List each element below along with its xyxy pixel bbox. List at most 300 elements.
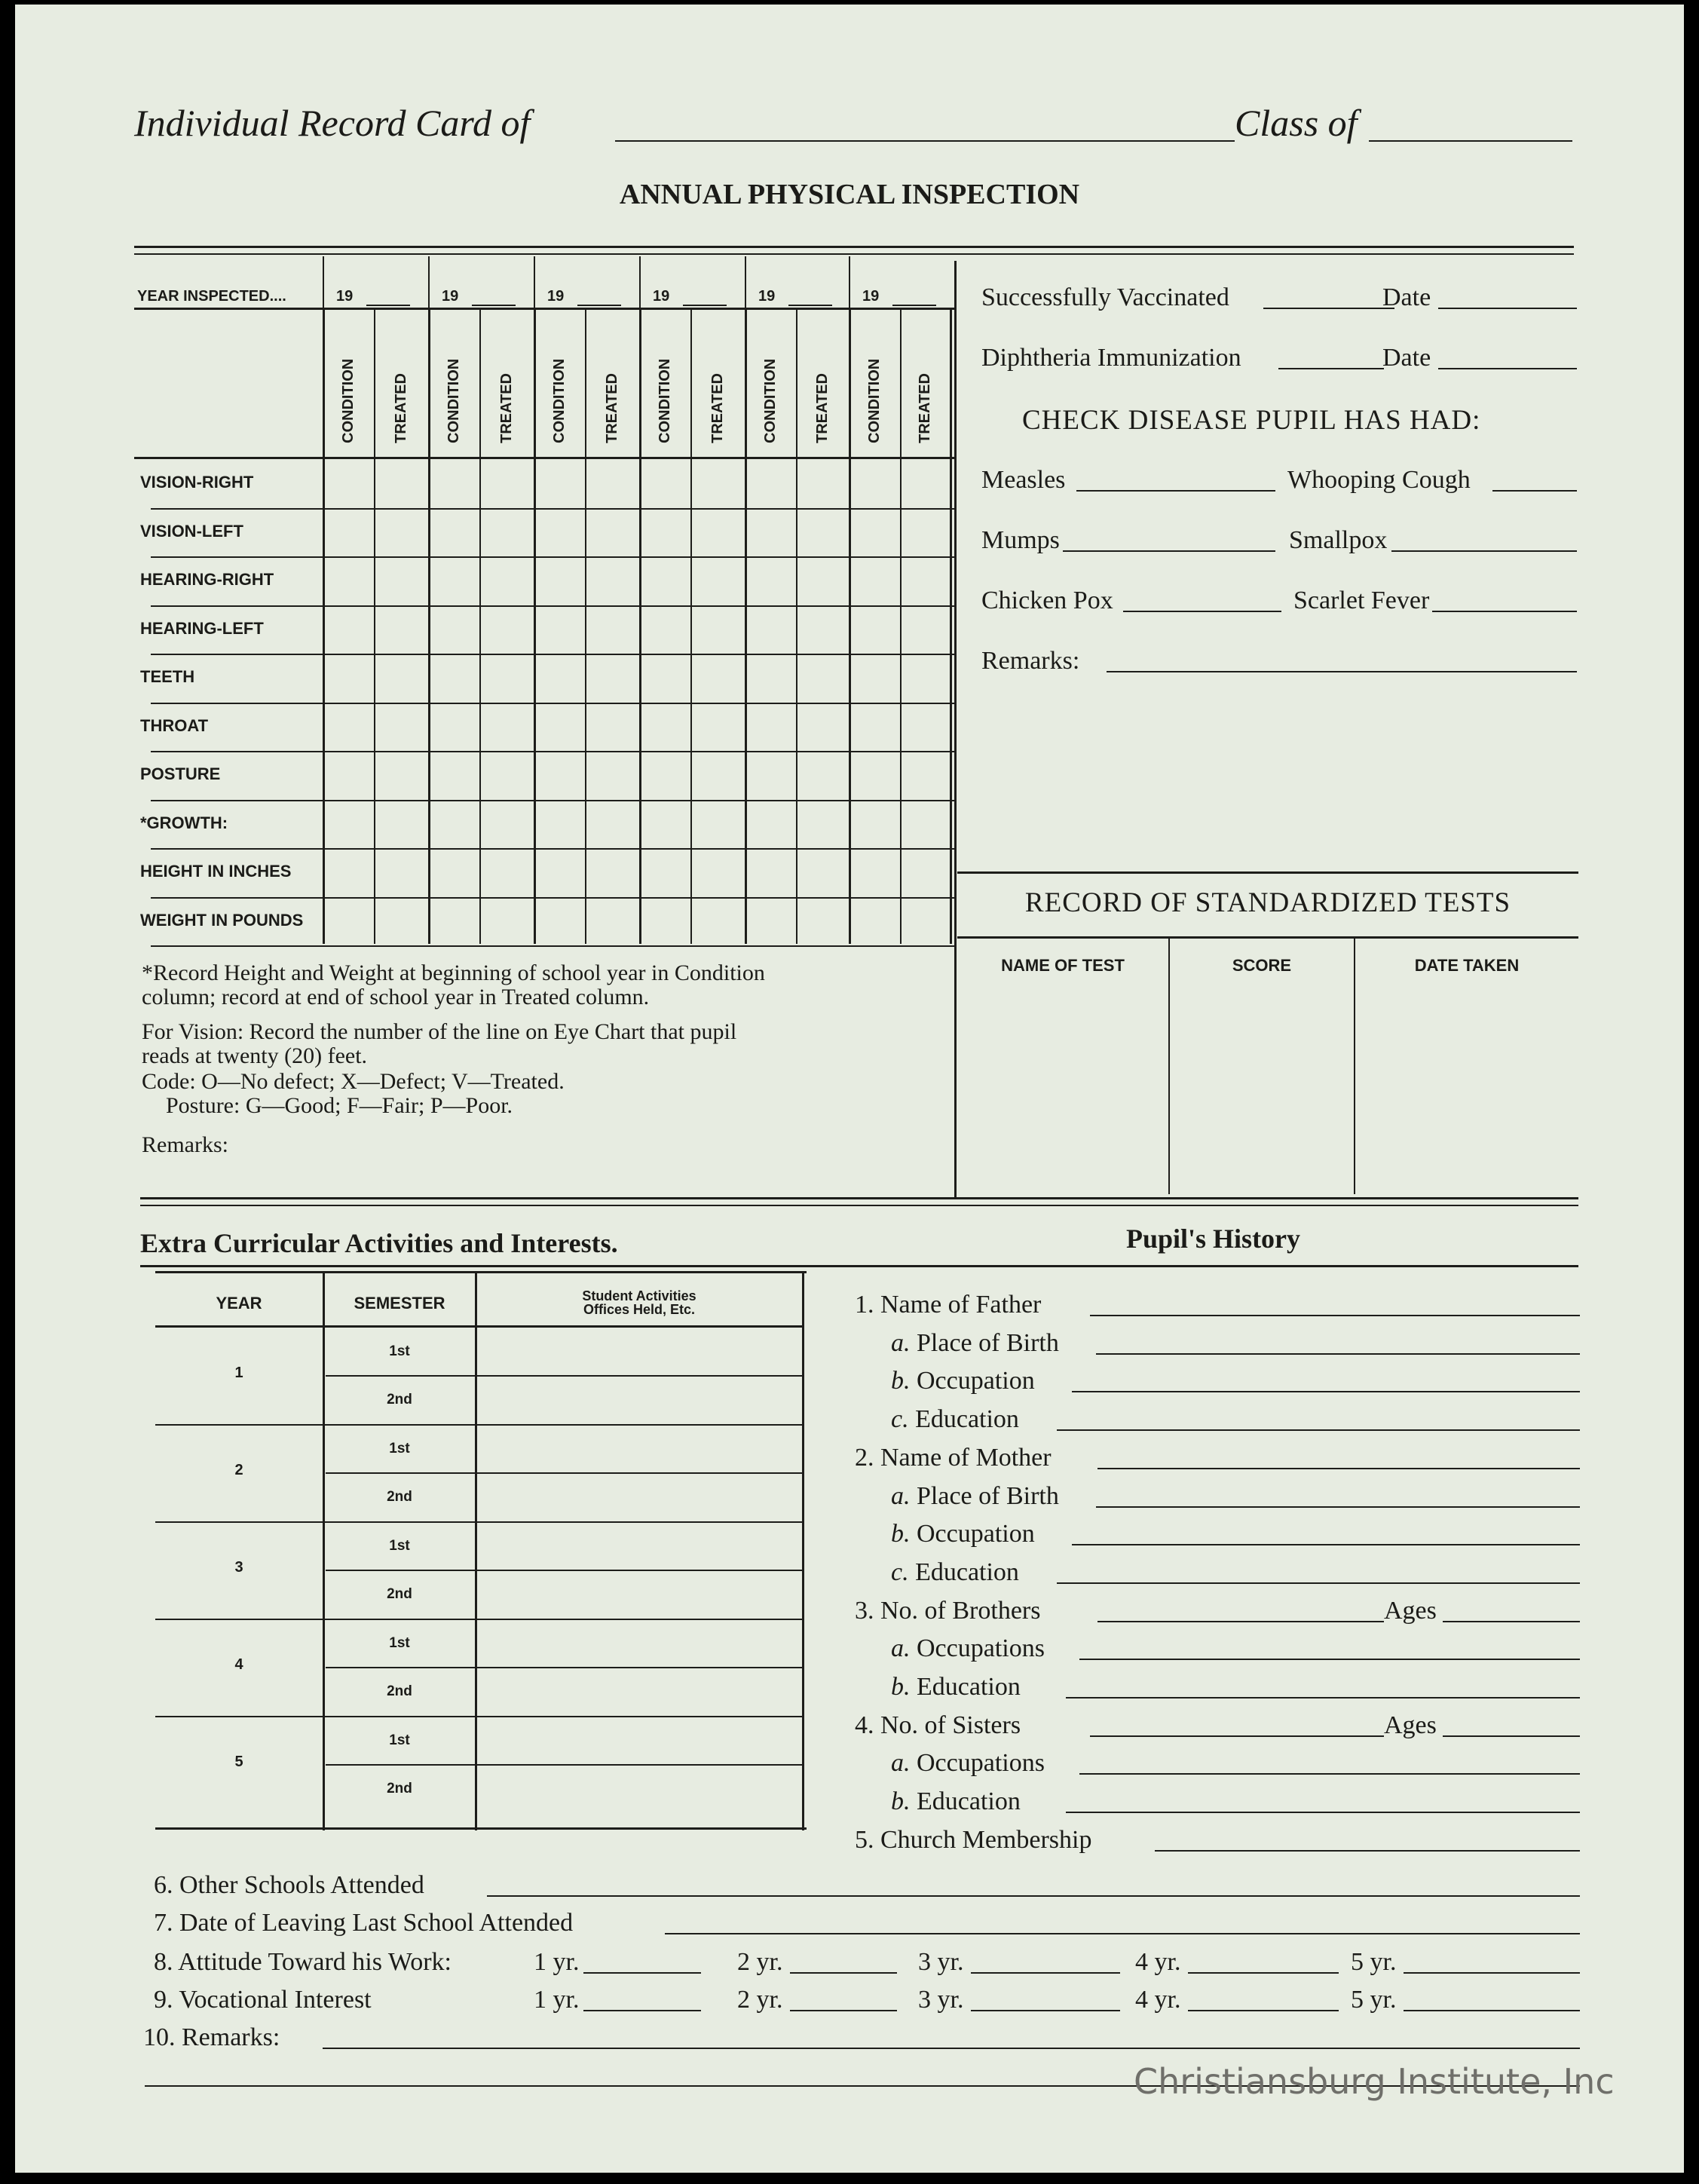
inspection-cell[interactable]	[587, 801, 638, 847]
vaccinated-date-field[interactable]	[1438, 308, 1577, 309]
inspection-cell[interactable]	[693, 607, 744, 653]
attitude-yr1-label: 1 yr.	[534, 1948, 580, 1976]
attitude-label: 8. Attitude Toward his Work:	[154, 1948, 452, 1976]
father-education-field[interactable]	[1057, 1429, 1580, 1431]
mumps-field[interactable]	[1063, 550, 1275, 552]
name-field[interactable]	[615, 140, 1235, 142]
father-birthplace-label: a. Place of Birth	[891, 1329, 1059, 1357]
note-line: column; record at end of school year in Treated column.	[142, 985, 650, 1009]
inspection-cell[interactable]	[798, 704, 848, 750]
vocational-yr3-label: 3 yr.	[918, 1986, 964, 2014]
inspection-cell[interactable]	[693, 510, 744, 556]
semester-rule	[326, 1375, 802, 1377]
inspection-cell[interactable]	[902, 461, 949, 507]
note-line: reads at twenty (20) feet.	[142, 1043, 368, 1068]
inspection-cell[interactable]	[430, 752, 479, 798]
inspection-cell[interactable]	[430, 510, 479, 556]
row-label: HEARING-RIGHT	[140, 570, 274, 589]
inspection-cell[interactable]	[747, 510, 795, 556]
inspection-cell[interactable]	[536, 510, 584, 556]
inspection-cell[interactable]	[587, 510, 638, 556]
other-schools-field[interactable]	[487, 1895, 1580, 1897]
tests-name-col: NAME OF TEST	[1001, 956, 1125, 975]
attitude-yr3-field[interactable]	[971, 1972, 1120, 1974]
activities-divider	[475, 1273, 477, 1830]
inspection-cell[interactable]	[376, 461, 427, 507]
activity-cell[interactable]	[478, 1426, 801, 1471]
inspection-cell[interactable]	[747, 607, 795, 653]
inspection-cell[interactable]	[325, 607, 373, 653]
tests-heading: RECORD OF STANDARDIZED TESTS	[1024, 887, 1511, 918]
inspection-cell[interactable]	[693, 704, 744, 750]
inspection-cell[interactable]	[641, 607, 690, 653]
inspection-cell[interactable]	[430, 558, 479, 604]
inspection-cell[interactable]	[747, 461, 795, 507]
semester-rule	[326, 1570, 802, 1571]
vocational-yr1-field[interactable]	[583, 2010, 701, 2011]
inspection-cell[interactable]	[693, 558, 744, 604]
activity-year: 3	[234, 1559, 243, 1576]
row-label: POSTURE	[140, 764, 221, 783]
inspection-cell[interactable]	[587, 461, 638, 507]
inspection-cell[interactable]	[325, 801, 373, 847]
inspection-cell[interactable]	[430, 850, 479, 896]
year-prefix: 19	[653, 288, 670, 305]
inspection-cell[interactable]	[376, 752, 427, 798]
activities-bottom-rule	[155, 1827, 807, 1830]
activity-cell[interactable]	[478, 1377, 801, 1423]
treated-col-header: TREATED	[498, 373, 515, 443]
sisters-occupations-label: a. Occupations	[891, 1749, 1045, 1777]
treated-col-header: TREATED	[709, 373, 726, 443]
vocational-yr4-field[interactable]	[1188, 2010, 1339, 2011]
inspection-cell[interactable]	[693, 899, 744, 945]
inspection-cell[interactable]	[747, 655, 795, 701]
inspection-cell[interactable]	[641, 558, 690, 604]
inspection-cell[interactable]	[851, 461, 899, 507]
activity-cell[interactable]	[478, 1620, 801, 1665]
inspection-cell[interactable]	[482, 801, 533, 847]
top-rule	[134, 246, 1574, 248]
mother-education-label: c. Education	[891, 1558, 1019, 1586]
inspection-cell[interactable]	[902, 899, 949, 945]
activity-cell[interactable]	[478, 1669, 801, 1714]
brothers-occupations-field[interactable]	[1079, 1659, 1580, 1660]
treated-col-header: TREATED	[604, 373, 620, 443]
card-title: Individual Record Card of	[134, 102, 531, 144]
attitude-yr2-field[interactable]	[790, 1972, 897, 1974]
middle-rule-2	[140, 1205, 1578, 1206]
vaccinated-label: Successfully Vaccinated	[981, 283, 1229, 311]
condition-col-header: CONDITION	[551, 358, 568, 443]
activity-year: 5	[234, 1754, 243, 1770]
inspection-cell[interactable]	[851, 655, 899, 701]
activity-cell[interactable]	[478, 1475, 801, 1520]
inspection-cell[interactable]	[798, 752, 848, 798]
condition-col-header: CONDITION	[762, 358, 779, 443]
inspection-cell[interactable]	[376, 704, 427, 750]
mother-education-field[interactable]	[1057, 1582, 1580, 1584]
center-divider	[954, 261, 957, 1197]
immunization-remarks-field[interactable]	[1107, 671, 1577, 672]
inspection-cell[interactable]	[430, 461, 479, 507]
semester-2nd: 2nd	[387, 1489, 412, 1505]
brothers-ages-field[interactable]	[1443, 1621, 1580, 1622]
inspection-cell[interactable]	[798, 899, 848, 945]
brothers-occupations-label: a. Occupations	[891, 1634, 1045, 1662]
year-prefix: 19	[442, 288, 459, 305]
vocational-yr5-field[interactable]	[1404, 2010, 1580, 2011]
inspection-cell[interactable]	[376, 510, 427, 556]
treated-col-header: TREATED	[814, 373, 831, 443]
year-row-rule	[134, 308, 956, 310]
activity-cell[interactable]	[478, 1572, 801, 1617]
inspection-cell[interactable]	[747, 558, 795, 604]
activity-year: 2	[234, 1462, 243, 1478]
scarlet-field[interactable]	[1432, 611, 1577, 612]
year-field[interactable]	[788, 305, 832, 306]
inspection-cell[interactable]	[641, 850, 690, 896]
inspection-cell[interactable]	[482, 704, 533, 750]
inspection-cell[interactable]	[536, 461, 584, 507]
inspection-cell[interactable]	[536, 850, 584, 896]
vocational-yr2-field[interactable]	[790, 2010, 897, 2011]
year-field[interactable]	[366, 305, 410, 306]
inspection-cell[interactable]	[376, 558, 427, 604]
activity-year: 4	[234, 1656, 243, 1673]
inspection-cell[interactable]	[430, 801, 479, 847]
diphtheria-field[interactable]	[1278, 368, 1384, 369]
inspection-cell[interactable]	[747, 704, 795, 750]
tests-score-col: SCORE	[1232, 956, 1292, 975]
inspection-cell[interactable]	[430, 655, 479, 701]
tests-date-col: DATE TAKEN	[1414, 956, 1520, 975]
sisters-field[interactable]	[1090, 1735, 1384, 1737]
inspection-cell[interactable]	[851, 704, 899, 750]
inspection-cell[interactable]	[798, 801, 848, 847]
treated-col-header: TREATED	[917, 373, 933, 443]
attitude-yr2-label: 2 yr.	[737, 1948, 783, 1976]
activity-cell[interactable]	[478, 1766, 801, 1812]
immunization-remarks-label: Remarks:	[981, 647, 1080, 675]
inspection-cell[interactable]	[641, 704, 690, 750]
inspection-cell[interactable]	[798, 655, 848, 701]
activity-year: 1	[234, 1365, 243, 1381]
inspection-cell[interactable]	[430, 607, 479, 653]
activity-cell[interactable]	[478, 1717, 801, 1763]
scarlet-label: Scarlet Fever	[1293, 587, 1430, 614]
inspection-cell[interactable]	[693, 752, 744, 798]
date-leaving-field[interactable]	[665, 1933, 1580, 1934]
activities-col-header-1: Student Activities	[582, 1288, 696, 1303]
mother-occupation-field[interactable]	[1072, 1544, 1580, 1545]
inspection-cell[interactable]	[430, 899, 479, 945]
inspection-cell[interactable]	[902, 801, 949, 847]
semester-rule	[326, 1764, 802, 1766]
attitude-yr4-label: 4 yr.	[1135, 1948, 1181, 1976]
inspection-cell[interactable]	[851, 850, 899, 896]
activity-cell[interactable]	[478, 1328, 801, 1374]
top-rule-2	[134, 253, 1574, 255]
vocational-yr5-label: 5 yr.	[1351, 1986, 1397, 2014]
inspection-cell[interactable]	[376, 850, 427, 896]
vocational-yr4-label: 4 yr.	[1135, 1986, 1181, 2014]
inspection-cell[interactable]	[693, 655, 744, 701]
note-line: Code: O—No defect; X—Defect; V—Treated.	[142, 1069, 565, 1094]
measles-label: Measles	[981, 466, 1066, 494]
disease-heading: CHECK DISEASE PUPIL HAS HAD:	[1022, 405, 1481, 436]
attitude-yr5-field[interactable]	[1404, 1972, 1580, 1974]
middle-rule	[140, 1197, 1578, 1199]
inspection-cell[interactable]	[747, 850, 795, 896]
inspection-cell[interactable]	[376, 801, 427, 847]
father-education-label: c. Education	[891, 1405, 1019, 1433]
sisters-ages-field[interactable]	[1443, 1735, 1580, 1737]
attitude-yr5-label: 5 yr.	[1351, 1948, 1397, 1976]
subtitle: ANNUAL PHYSICAL INSPECTION	[619, 179, 1080, 210]
inspection-cell[interactable]	[641, 752, 690, 798]
tests-top-rule	[957, 871, 1578, 874]
inspection-cell[interactable]	[536, 899, 584, 945]
inspection-cell[interactable]	[536, 655, 584, 701]
note-line: *Record Height and Weight at beginning of school year in Condition	[142, 960, 765, 985]
inspection-cell[interactable]	[902, 850, 949, 896]
whooping-field[interactable]	[1492, 490, 1577, 492]
history-heading: Pupil's History	[1126, 1224, 1301, 1254]
inspection-cell[interactable]	[747, 899, 795, 945]
inspection-cell[interactable]	[325, 655, 373, 701]
inspection-cell[interactable]	[902, 704, 949, 750]
watermark: Christiansburg Institute, Inc	[1134, 2061, 1615, 2102]
inspection-cell[interactable]	[376, 899, 427, 945]
semester-1st: 1st	[389, 1635, 410, 1651]
class-label: Class of	[1235, 102, 1358, 144]
inspection-cell[interactable]	[376, 607, 427, 653]
inspection-cell[interactable]	[536, 801, 584, 847]
brothers-label: 3. No. of Brothers	[855, 1597, 1041, 1625]
inspection-cell[interactable]	[641, 655, 690, 701]
note-line: Posture: G—Good; F—Fair; P—Poor.	[166, 1093, 513, 1118]
father-birthplace-field[interactable]	[1096, 1353, 1580, 1355]
inspection-cell[interactable]	[325, 510, 373, 556]
other-schools-label: 6. Other Schools Attended	[154, 1871, 424, 1899]
inspection-cell[interactable]	[902, 752, 949, 798]
father-label: 1. Name of Father	[855, 1291, 1042, 1319]
inspection-cell[interactable]	[798, 510, 848, 556]
inspection-cell[interactable]	[902, 510, 949, 556]
year-prefix: 19	[758, 288, 776, 305]
inspection-cell[interactable]	[693, 850, 744, 896]
semester-rule	[326, 1667, 802, 1668]
year-divider	[323, 256, 324, 309]
inspection-cell[interactable]	[536, 704, 584, 750]
inspection-cell[interactable]	[430, 704, 479, 750]
inspection-cell[interactable]	[587, 704, 638, 750]
vocational-yr3-field[interactable]	[971, 2010, 1120, 2011]
inspection-cell[interactable]	[693, 801, 744, 847]
condition-col-header: CONDITION	[657, 358, 673, 443]
inspection-cell[interactable]	[851, 801, 899, 847]
vocational-label: 9. Vocational Interest	[154, 1986, 372, 2014]
inspection-cell[interactable]	[693, 461, 744, 507]
inspection-cell[interactable]	[798, 461, 848, 507]
mumps-label: Mumps	[981, 526, 1060, 554]
brothers-education-label: b. Education	[891, 1673, 1021, 1701]
inspection-cell[interactable]	[747, 801, 795, 847]
inspection-cell[interactable]	[851, 607, 899, 653]
inspection-cell[interactable]	[482, 850, 533, 896]
inspection-cell[interactable]	[747, 752, 795, 798]
inspection-cell[interactable]	[325, 461, 373, 507]
inspection-cell[interactable]	[325, 704, 373, 750]
year-prefix: 19	[547, 288, 565, 305]
semester-rule	[326, 1472, 802, 1474]
column-header-rule	[134, 457, 956, 459]
tests-col-divider	[1168, 938, 1170, 1194]
smallpox-field[interactable]	[1391, 550, 1577, 552]
sisters-occupations-field[interactable]	[1079, 1773, 1580, 1775]
activities-header-rule	[155, 1325, 804, 1328]
activities-divider	[802, 1273, 804, 1830]
year-field[interactable]	[577, 305, 621, 306]
mother-field[interactable]	[1097, 1468, 1580, 1469]
inspection-cell[interactable]	[641, 510, 690, 556]
mother-label: 2. Name of Mother	[855, 1444, 1052, 1472]
inspection-cell[interactable]	[851, 558, 899, 604]
inspection-cell[interactable]	[536, 558, 584, 604]
inspection-cell[interactable]	[376, 655, 427, 701]
row-label: TEETH	[140, 667, 195, 686]
vocational-yr1-label: 1 yr.	[534, 1986, 580, 2014]
date-leaving-label: 7. Date of Leaving Last School Attended	[154, 1909, 574, 1937]
record-card	[15, 5, 1684, 2173]
chickenpox-field[interactable]	[1123, 611, 1281, 612]
final-remarks-label: 10. Remarks:	[143, 2023, 280, 2051]
semester-1st: 1st	[389, 1538, 410, 1554]
inspection-cell[interactable]	[587, 655, 638, 701]
inspection-cell[interactable]	[482, 510, 533, 556]
inspection-cell[interactable]	[482, 461, 533, 507]
year-divider	[745, 256, 746, 309]
father-occupation-label: b. Occupation	[891, 1367, 1035, 1395]
brothers-field[interactable]	[1097, 1621, 1384, 1622]
inspection-cell[interactable]	[536, 607, 584, 653]
sisters-ages-label: Ages	[1384, 1711, 1437, 1739]
row-label: *GROWTH:	[140, 813, 228, 832]
measles-field[interactable]	[1076, 490, 1275, 492]
inspection-cell[interactable]	[902, 558, 949, 604]
inspection-cell[interactable]	[587, 752, 638, 798]
father-field[interactable]	[1090, 1315, 1580, 1316]
inspection-cell[interactable]	[851, 510, 899, 556]
inspection-cell[interactable]	[482, 607, 533, 653]
inspection-cell[interactable]	[902, 607, 949, 653]
year-prefix: 19	[336, 288, 354, 305]
brothers-education-field[interactable]	[1066, 1697, 1580, 1698]
inspection-cell[interactable]	[325, 899, 373, 945]
semester-2nd: 2nd	[387, 1683, 412, 1699]
row-label: WEIGHT IN POUNDS	[140, 910, 304, 930]
diphtheria-date-field[interactable]	[1438, 368, 1577, 369]
vocational-yr2-label: 2 yr.	[737, 1986, 783, 2014]
year-divider	[849, 256, 850, 309]
inspection-cell[interactable]	[798, 607, 848, 653]
inspection-cell[interactable]	[482, 899, 533, 945]
inspection-cell[interactable]	[902, 655, 949, 701]
year-field[interactable]	[892, 305, 936, 306]
inspection-cell[interactable]	[641, 461, 690, 507]
semester-1st: 1st	[389, 1732, 410, 1748]
notes-remarks: Remarks:	[142, 1132, 228, 1157]
inspection-cell[interactable]	[482, 655, 533, 701]
inspection-cell[interactable]	[482, 558, 533, 604]
mother-occupation-label: b. Occupation	[891, 1520, 1035, 1548]
inspection-cell[interactable]	[851, 752, 899, 798]
activities-heading: Extra Curricular Activities and Interests.	[140, 1228, 618, 1258]
inspection-cell[interactable]	[325, 752, 373, 798]
inspection-cell[interactable]	[325, 558, 373, 604]
inspection-cell[interactable]	[641, 899, 690, 945]
church-label: 5. Church Membership	[855, 1826, 1092, 1854]
year-divider	[428, 256, 430, 309]
attitude-yr1-field[interactable]	[583, 1972, 701, 1974]
sisters-education-field[interactable]	[1066, 1812, 1580, 1813]
inspection-cell[interactable]	[536, 752, 584, 798]
vaccinated-date-label: Date	[1382, 283, 1431, 311]
church-field[interactable]	[1155, 1850, 1580, 1852]
brothers-ages-label: Ages	[1384, 1597, 1437, 1625]
inspection-cell[interactable]	[587, 850, 638, 896]
mother-birthplace-field[interactable]	[1096, 1506, 1580, 1508]
whooping-label: Whooping Cough	[1287, 466, 1471, 494]
attitude-yr3-label: 3 yr.	[918, 1948, 964, 1976]
inspection-cell[interactable]	[798, 558, 848, 604]
condition-col-header: CONDITION	[866, 358, 883, 443]
year-divider	[534, 256, 535, 309]
activity-cell[interactable]	[478, 1523, 801, 1568]
row-rule	[151, 945, 956, 947]
class-field[interactable]	[1369, 140, 1572, 142]
row-label: HEIGHT IN INCHES	[140, 862, 292, 881]
inspection-cell[interactable]	[587, 607, 638, 653]
inspection-cell[interactable]	[641, 801, 690, 847]
semester-2nd: 2nd	[387, 1392, 412, 1408]
inspection-cell[interactable]	[482, 752, 533, 798]
vaccinated-field[interactable]	[1263, 308, 1394, 309]
row-label: VISION-LEFT	[140, 521, 243, 541]
year-field[interactable]	[472, 305, 516, 306]
semester-1st: 1st	[389, 1343, 410, 1359]
attitude-yr4-field[interactable]	[1188, 1972, 1339, 1974]
diphtheria-label: Diphtheria Immunization	[981, 344, 1241, 372]
semester-1st: 1st	[389, 1441, 410, 1457]
semester-2nd: 2nd	[387, 1586, 412, 1602]
year-field[interactable]	[683, 305, 727, 306]
inspection-cell[interactable]	[851, 899, 899, 945]
inspection-cell[interactable]	[587, 558, 638, 604]
father-occupation-field[interactable]	[1072, 1391, 1580, 1392]
inspection-cell[interactable]	[798, 850, 848, 896]
history-rule	[140, 1265, 1578, 1267]
final-remarks-field[interactable]	[323, 2048, 1580, 2049]
semester-2nd: 2nd	[387, 1781, 412, 1797]
inspection-cell[interactable]	[587, 899, 638, 945]
row-label: VISION-RIGHT	[140, 473, 254, 492]
row-label: HEARING-LEFT	[140, 618, 264, 638]
diphtheria-date-label: Date	[1382, 344, 1431, 372]
activities-col-header-2: Offices Held, Etc.	[583, 1302, 696, 1317]
inspection-cell[interactable]	[325, 850, 373, 896]
